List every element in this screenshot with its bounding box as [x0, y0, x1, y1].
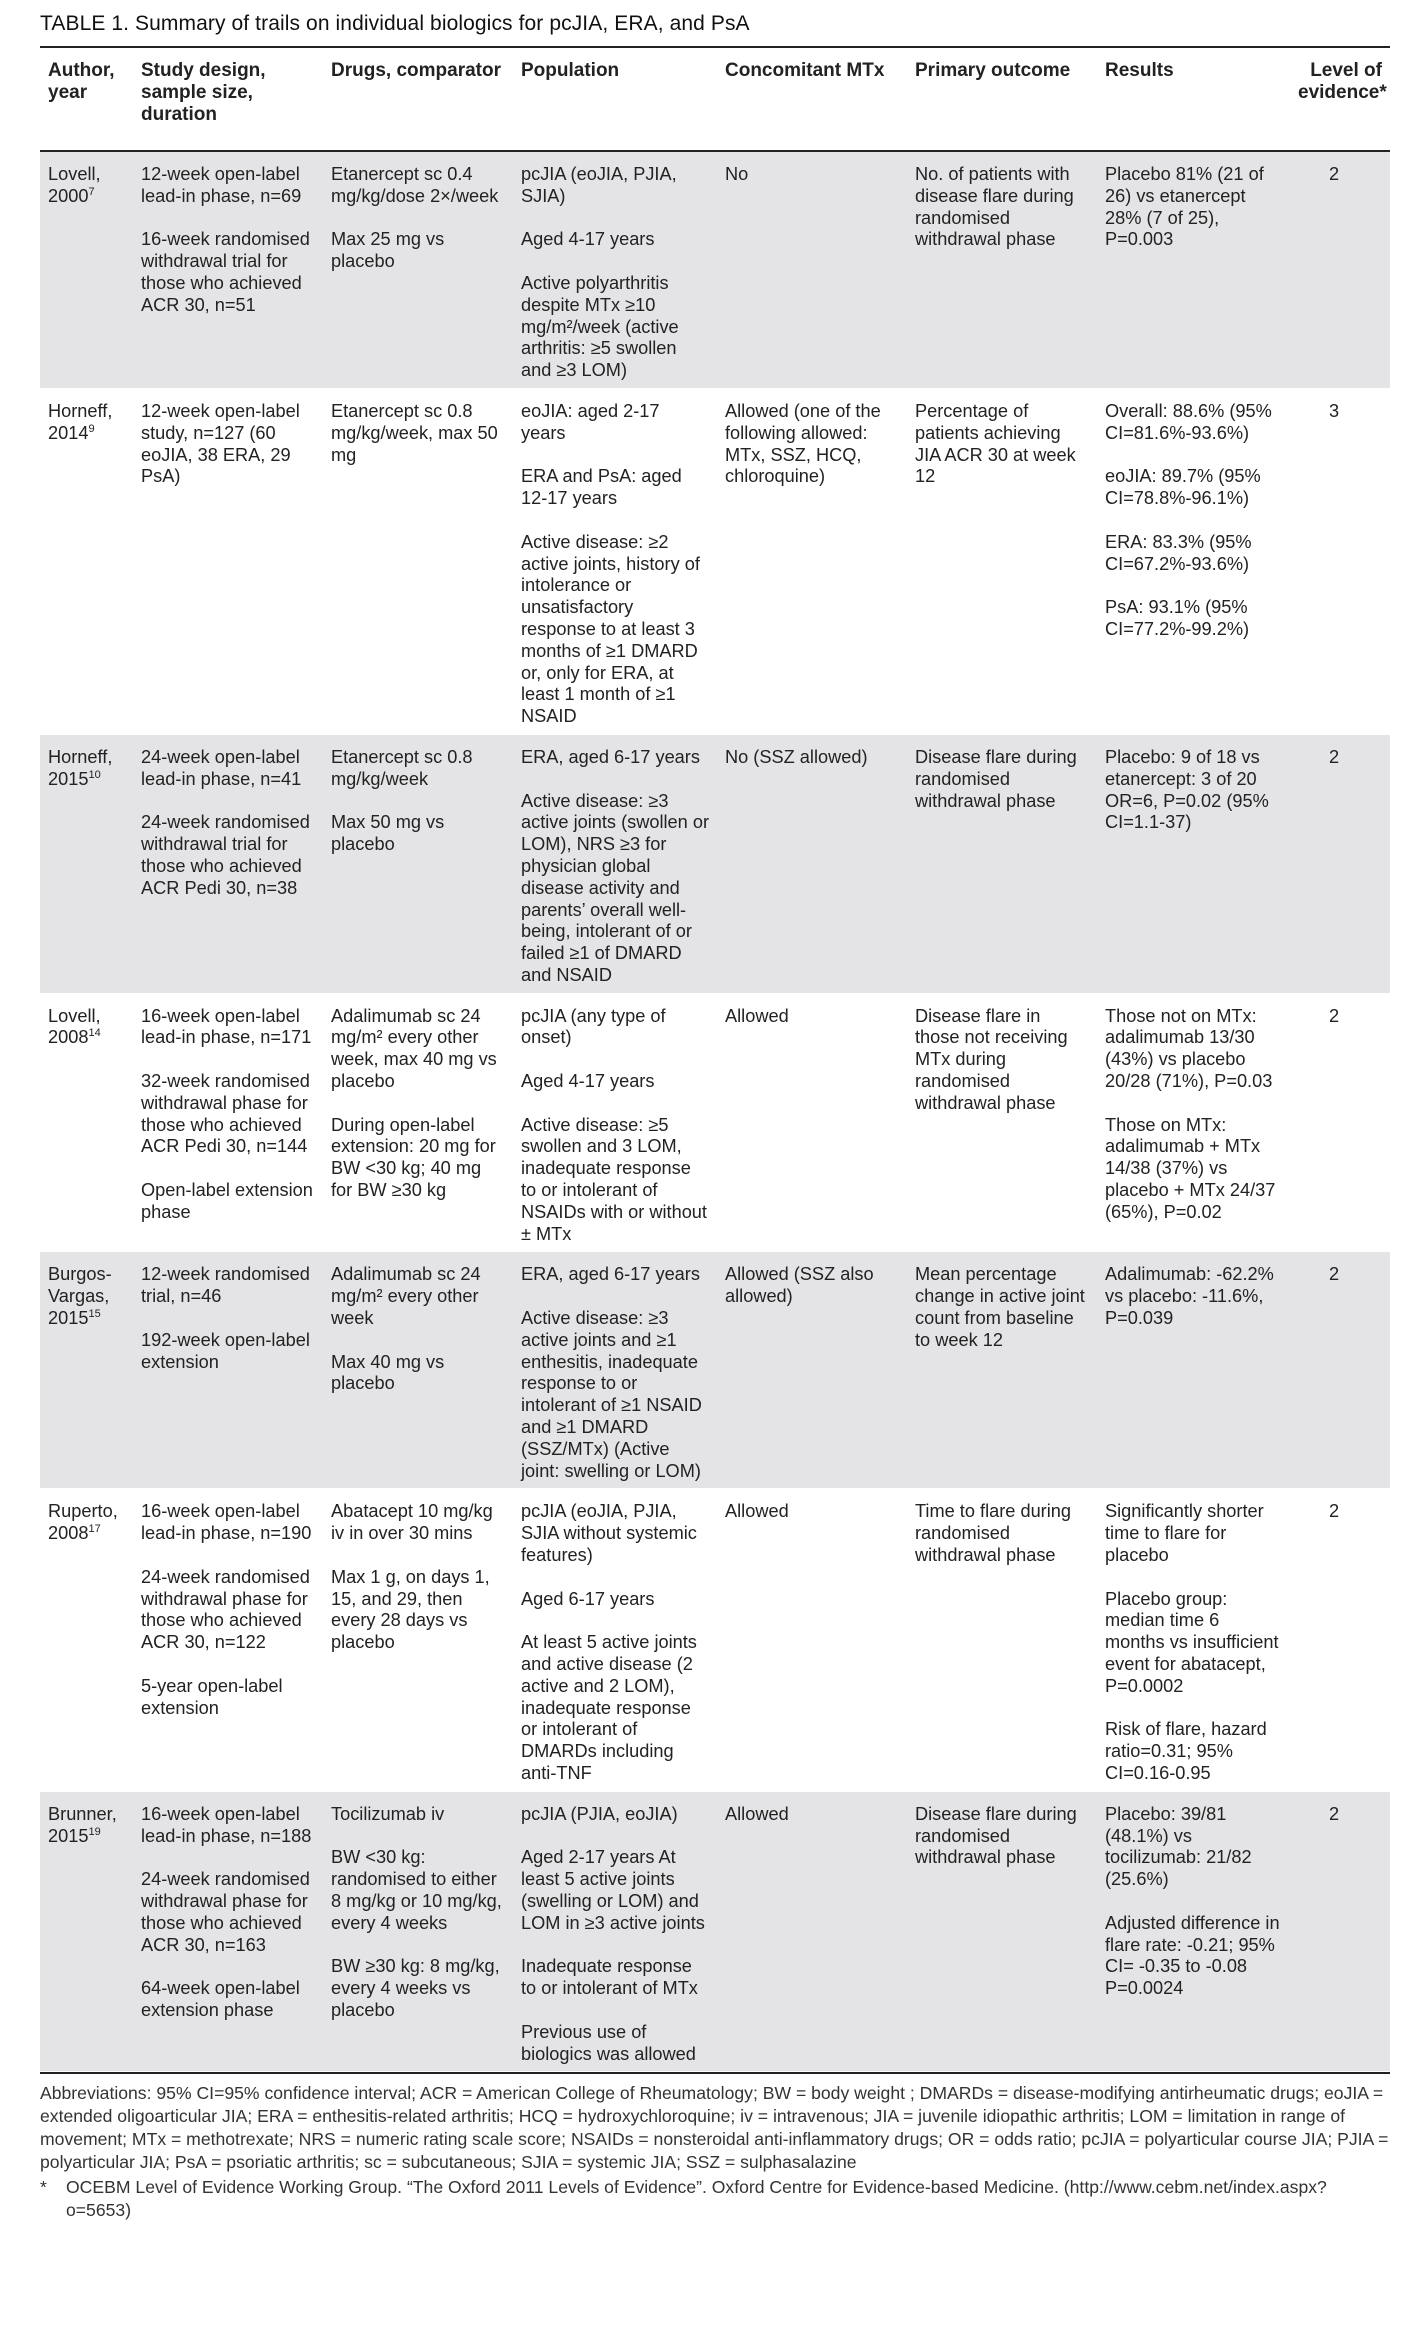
- drugs-paragraph: Max 1 g, on days 1, 15, and 29, then every 28 days vs placebo: [331, 1566, 490, 1653]
- cell-results: [1097, 388, 1290, 734]
- mtx-paragraph: Allowed (SSZ also allowed): [725, 1264, 874, 1307]
- design-paragraph: 16-week open-label lead-in phase, n=171: [141, 1005, 312, 1048]
- mtx-paragraph: No (SSZ allowed): [725, 746, 868, 767]
- cell-mtx: [717, 1489, 907, 1791]
- cell-outcome: [907, 993, 1097, 1252]
- design-paragraph: 16-week open-label lead-in phase, n=190: [141, 1501, 312, 1544]
- drugs-paragraph: Tocilizumab iv: [331, 1803, 445, 1824]
- drugs-paragraph: Etanercept sc 0.4 mg/kg/dose 2×/week: [331, 164, 499, 206]
- cell-population: [513, 1791, 717, 2072]
- cell-level: 2: [1290, 993, 1390, 1252]
- results-paragraph: ERA: 83.3% (95% CI=67.2%-93.6%): [1105, 531, 1252, 574]
- asterisk-mark: *: [40, 2177, 47, 2198]
- population-paragraph: pcJIA (eoJIA, PJIA, SJIA): [521, 164, 677, 206]
- cell-outcome: [907, 1791, 1097, 2072]
- results-paragraph: Those on MTx: adalimumab + MTx 14/38 (37%) vs placebo + MTx 24/37 (65%), P=0.02: [1105, 1114, 1276, 1222]
- population-paragraph: Aged 4-17 years: [521, 229, 655, 250]
- population-paragraph: Aged 4-17 years: [521, 1071, 655, 1092]
- col-header-author: Author, year: [40, 48, 133, 151]
- design-paragraph: 24-week randomised withdrawal phase for those who achieved ACR 30, n=163: [141, 1869, 310, 1955]
- results-paragraph: Adjusted difference in flare rate: -0.21; 95% CI= -0.35 to -0.08 P=0.0024: [1105, 1912, 1280, 1999]
- cell-results: [1097, 151, 1290, 388]
- population-paragraph: pcJIA (eoJIA, PJIA, SJIA without systemic features): [521, 1501, 697, 1566]
- evidence-reference-text: OCEBM Level of Evidence Working Group. “The Oxford 2011 Levels of Evidence”. Oxford Centre for Evidence-based Medicine. (http://www.cebm.net/index.aspx?o=5653): [66, 2177, 1327, 2221]
- cell-results: [1097, 1489, 1290, 1791]
- drugs-paragraph: During open-label extension: 20 mg for BW <30 kg; 40 mg for BW ≥30 kg: [331, 1114, 496, 1201]
- col-header-design: Study design, sample size, duration: [133, 48, 323, 151]
- author-text: Lovell, 2000: [48, 164, 101, 206]
- footnotes: [40, 2082, 1390, 2222]
- outcome-paragraph: Mean percentage change in active joint count from baseline to week 12: [915, 1264, 1085, 1350]
- cell-level: 2: [1290, 151, 1390, 388]
- author-text: Horneff, 2014: [48, 400, 113, 443]
- design-paragraph: 12-week open-label study, n=127 (60 eoJIA, 38 ERA, 29 PsA): [141, 400, 300, 487]
- drugs-paragraph: Adalimumab sc 24 mg/m² every other week, max 40 mg vs placebo: [331, 1005, 497, 1092]
- drugs-paragraph: Adalimumab sc 24 mg/m² every other week: [331, 1264, 481, 1329]
- drugs-paragraph: Max 50 mg vs placebo: [331, 812, 445, 855]
- cell-author: [40, 151, 133, 388]
- outcome-paragraph: No. of patients with disease flare during randomised withdrawal phase: [915, 164, 1074, 250]
- outcome-paragraph: Disease flare in those not receiving MTx during randomised withdrawal phase: [915, 1005, 1068, 1113]
- population-paragraph: At least 5 active joints and active disease (2 active and 2 LOM), inadequate response or intolerant of DMARDs including anti-TNF: [521, 1632, 697, 1783]
- author-text: Burgos-Vargas, 2015: [48, 1264, 112, 1329]
- cell-author: [40, 1252, 133, 1489]
- cell-design: [133, 1791, 323, 2072]
- design-paragraph: 64-week open-label extension phase: [141, 1978, 300, 2020]
- cell-level: 2: [1290, 1791, 1390, 2072]
- design-paragraph: 32-week randomised withdrawal phase for those who achieved ACR Pedi 30, n=144: [141, 1071, 310, 1157]
- table-row: [40, 151, 1390, 388]
- drugs-paragraph: Max 40 mg vs placebo: [331, 1351, 445, 1394]
- col-header-drugs: Drugs, comparator: [323, 48, 513, 151]
- table-body: [40, 151, 1390, 2072]
- drugs-paragraph: Etanercept sc 0.8 mg/kg/week: [331, 746, 473, 789]
- cell-design: [133, 1252, 323, 1489]
- col-header-results: Results: [1097, 48, 1290, 151]
- col-header-level: Level of evidence*: [1290, 48, 1390, 151]
- abbreviations-note: Abbreviations: 95% CI=95% confidence interval; ACR = American College of Rheumatology; BW = body weight ; DMARDs = disease-modifying antirheumatic drugs; eoJIA = extended oligoarticular JIA; ERA = enthesitis-related arthritis; HCQ = hydroxychloroquine; iv = intravenous; JIA = juvenile idiopathic arthritis; LOM = limitation in range of movement; MTx = methotrexate; NRS = numeric rating scale score; NSAIDs = nonsteroidal anti-inflammatory drugs; OR = odds ratio; pcJIA = polyarticular course JIA; PJIA = polyarticular JIA; PsA = psoriatic arthritis; sc = subcutaneous; SJIA = systemic JIA; SSZ = sulphasalazine: [40, 2083, 1389, 2173]
- cell-author: [40, 1489, 133, 1791]
- cell-outcome: [907, 151, 1097, 388]
- cell-population: [513, 388, 717, 734]
- results-paragraph: PsA: 93.1% (95% CI=77.2%-99.2%): [1105, 597, 1250, 639]
- cell-drugs: [323, 1252, 513, 1489]
- reference-number: 9: [88, 422, 95, 435]
- cell-author: [40, 993, 133, 1252]
- population-paragraph: Active disease: ≥5 swollen and 3 LOM, inadequate response to or intolerant of NSAIDs with or without ± MTx: [521, 1114, 707, 1244]
- drugs-paragraph: Max 25 mg vs placebo: [331, 229, 445, 272]
- design-paragraph: 12-week open-label lead-in phase, n=69: [141, 164, 302, 206]
- population-paragraph: Active disease: ≥3 active joints and ≥1 enthesitis, inadequate response to or intolerant of ≥1 NSAID and ≥1 DMARD (SSZ/MTx) (Active joint: swelling or LOM): [521, 1308, 702, 1481]
- population-paragraph: pcJIA (any type of onset): [521, 1005, 666, 1048]
- cell-mtx: [717, 1791, 907, 2072]
- cell-population: [513, 1489, 717, 1791]
- trials-table: [40, 48, 1390, 2072]
- col-header-mtx: Concomitant MTx: [717, 48, 907, 151]
- reference-number: 15: [88, 1307, 101, 1320]
- results-paragraph: Placebo group: median time 6 months vs insufficient event for abatacept, P=0.0002: [1105, 1588, 1279, 1696]
- population-paragraph: Aged 2-17 years At least 5 active joints (swelling or LOM) and LOM in ≥3 active joints: [521, 1847, 705, 1933]
- table-row: [40, 1791, 1390, 2072]
- drugs-paragraph: Abatacept 10 mg/kg iv in over 30 mins: [331, 1501, 493, 1544]
- cell-design: [133, 734, 323, 993]
- cell-mtx: [717, 388, 907, 734]
- cell-design: [133, 151, 323, 388]
- outcome-paragraph: Disease flare during randomised withdrawal phase: [915, 746, 1077, 811]
- cell-drugs: [323, 1791, 513, 2072]
- reference-number: 19: [88, 1825, 101, 1838]
- cell-author: [40, 1791, 133, 2072]
- design-paragraph: 12-week randomised trial, n=46: [141, 1264, 310, 1307]
- author-text: Horneff, 2015: [48, 746, 113, 789]
- cell-outcome: [907, 1252, 1097, 1489]
- cell-drugs: [323, 388, 513, 734]
- results-paragraph: Placebo 81% (21 of 26) vs etanercept 28% (7 of 25), P=0.003: [1105, 164, 1264, 250]
- cell-mtx: [717, 734, 907, 993]
- reference-number: 10: [88, 768, 101, 781]
- author-text: Ruperto, 2008: [48, 1501, 118, 1544]
- population-paragraph: pcJIA (PJIA, eoJIA): [521, 1803, 678, 1824]
- drugs-paragraph: BW ≥30 kg: 8 mg/kg, every 4 weeks vs placebo: [331, 1956, 500, 2020]
- drugs-paragraph: Etanercept sc 0.8 mg/kg/week, max 50 mg: [331, 400, 498, 465]
- population-paragraph: ERA, aged 6-17 years: [521, 746, 700, 767]
- cell-level: 2: [1290, 1252, 1390, 1489]
- cell-results: [1097, 734, 1290, 993]
- results-paragraph: Placebo: 9 of 18 vs etanercept: 3 of 20 OR=6, P=0.02 (95% CI=1.1-37): [1105, 746, 1269, 833]
- design-paragraph: 24-week randomised withdrawal phase for those who achieved ACR 30, n=122: [141, 1566, 310, 1653]
- design-paragraph: Open-label extension phase: [141, 1180, 313, 1222]
- results-paragraph: eoJIA: 89.7% (95% CI=78.8%-96.1%): [1105, 466, 1261, 509]
- cell-population: [513, 993, 717, 1252]
- reference-number: 14: [88, 1027, 101, 1040]
- design-paragraph: 16-week randomised withdrawal trial for those who achieved ACR 30, n=51: [141, 229, 310, 315]
- population-paragraph: ERA and PsA: aged 12-17 years: [521, 466, 682, 509]
- col-header-outcome: Primary outcome: [907, 48, 1097, 151]
- author-text: Lovell, 2008: [48, 1005, 101, 1048]
- cell-outcome: [907, 388, 1097, 734]
- mtx-paragraph: Allowed (one of the following allowed: MTx, SSZ, HCQ, chloroquine): [725, 400, 881, 487]
- reference-number: 17: [88, 1523, 101, 1536]
- design-paragraph: 192-week open-label extension: [141, 1329, 310, 1372]
- cell-level: 3: [1290, 388, 1390, 734]
- mtx-paragraph: Allowed: [725, 1501, 789, 1522]
- mtx-paragraph: Allowed: [725, 1803, 789, 1824]
- cell-author: [40, 734, 133, 993]
- cell-population: [513, 151, 717, 388]
- col-header-population: Population: [513, 48, 717, 151]
- table-row: [40, 1489, 1390, 1791]
- design-paragraph: 24-week randomised withdrawal trial for those who achieved ACR Pedi 30, n=38: [141, 812, 310, 898]
- cell-results: [1097, 1252, 1290, 1489]
- mtx-paragraph: Allowed: [725, 1005, 789, 1026]
- population-paragraph: Previous use of biologics was allowed: [521, 2021, 696, 2064]
- cell-outcome: [907, 1489, 1097, 1791]
- results-paragraph: Overall: 88.6% (95% CI=81.6%-93.6%): [1105, 400, 1272, 443]
- results-paragraph: Placebo: 39/81 (48.1%) vs tocilizumab: 21/82 (25.6%): [1105, 1803, 1252, 1890]
- reference-number: 7: [88, 185, 95, 198]
- design-paragraph: 24-week open-label lead-in phase, n=41: [141, 746, 302, 789]
- table-caption: TABLE 1. Summary of trails on individual biologics for pcJIA, ERA, and PsA: [40, 12, 750, 35]
- population-paragraph: Aged 6-17 years: [521, 1588, 655, 1609]
- cell-author: [40, 388, 133, 734]
- outcome-paragraph: Time to flare during randomised withdrawal phase: [915, 1501, 1072, 1566]
- table-row: [40, 993, 1390, 1252]
- results-paragraph: Risk of flare, hazard ratio=0.31; 95% CI=0.16-0.95: [1105, 1719, 1267, 1783]
- table-row: [40, 1252, 1390, 1489]
- cell-results: [1097, 993, 1290, 1252]
- cell-drugs: [323, 734, 513, 993]
- cell-outcome: [907, 734, 1097, 993]
- population-paragraph: Active polyarthritis despite MTx ≥10 mg/m²/week (active arthritis: ≥5 swollen and ≥3 LOM): [521, 272, 679, 381]
- population-paragraph: ERA, aged 6-17 years: [521, 1264, 700, 1285]
- cell-level: 2: [1290, 1489, 1390, 1791]
- cell-mtx: [717, 993, 907, 1252]
- table-frame: [40, 46, 1390, 2074]
- design-paragraph: 5-year open-label extension: [141, 1675, 283, 1718]
- results-paragraph: Significantly shorter time to flare for placebo: [1105, 1501, 1264, 1566]
- outcome-paragraph: Percentage of patients achieving JIA ACR 30 at week 12: [915, 400, 1076, 487]
- drugs-paragraph: BW <30 kg: randomised to either 8 mg/kg or 10 mg/kg, every 4 weeks: [331, 1847, 502, 1933]
- cell-drugs: [323, 151, 513, 388]
- author-text: Brunner, 2015: [48, 1803, 117, 1846]
- cell-population: [513, 1252, 717, 1489]
- cell-drugs: [323, 993, 513, 1252]
- results-paragraph: Those not on MTx: adalimumab 13/30 (43%) vs placebo 20/28 (71%), P=0.03: [1105, 1005, 1273, 1092]
- cell-mtx: [717, 151, 907, 388]
- table-page: [40, 12, 1390, 2222]
- cell-design: [133, 388, 323, 734]
- mtx-paragraph: No: [725, 164, 749, 184]
- population-paragraph: Active disease: ≥3 active joints (swollen or LOM), NRS ≥3 for physician global disease activity and parents’ overall well-being, intolerant of or failed ≥1 of DMARD and NSAID: [521, 790, 710, 985]
- cell-mtx: [717, 1252, 907, 1489]
- population-paragraph: Inadequate response to or intolerant of MTx: [521, 1956, 698, 1999]
- outcome-paragraph: Disease flare during randomised withdrawal phase: [915, 1803, 1077, 1868]
- population-paragraph: Active disease: ≥2 active joints, history of intolerance or unsatisfactory response to at least 3 months of ≥1 DMARD or, only for ERA, at least 1 month of ≥1 NSAID: [521, 531, 700, 727]
- cell-design: [133, 1489, 323, 1791]
- cell-level: 2: [1290, 734, 1390, 993]
- cell-population: [513, 734, 717, 993]
- table-row: [40, 388, 1390, 734]
- cell-results: [1097, 1791, 1290, 2072]
- design-paragraph: 16-week open-label lead-in phase, n=188: [141, 1803, 312, 1846]
- table-row: [40, 734, 1390, 993]
- population-paragraph: eoJIA: aged 2-17 years: [521, 400, 660, 443]
- results-paragraph: Adalimumab: -62.2% vs placebo: -11.6%, P=0.039: [1105, 1264, 1274, 1329]
- evidence-reference: [40, 2176, 1390, 2222]
- header-row: [40, 48, 1390, 151]
- cell-design: [133, 993, 323, 1252]
- cell-drugs: [323, 1489, 513, 1791]
